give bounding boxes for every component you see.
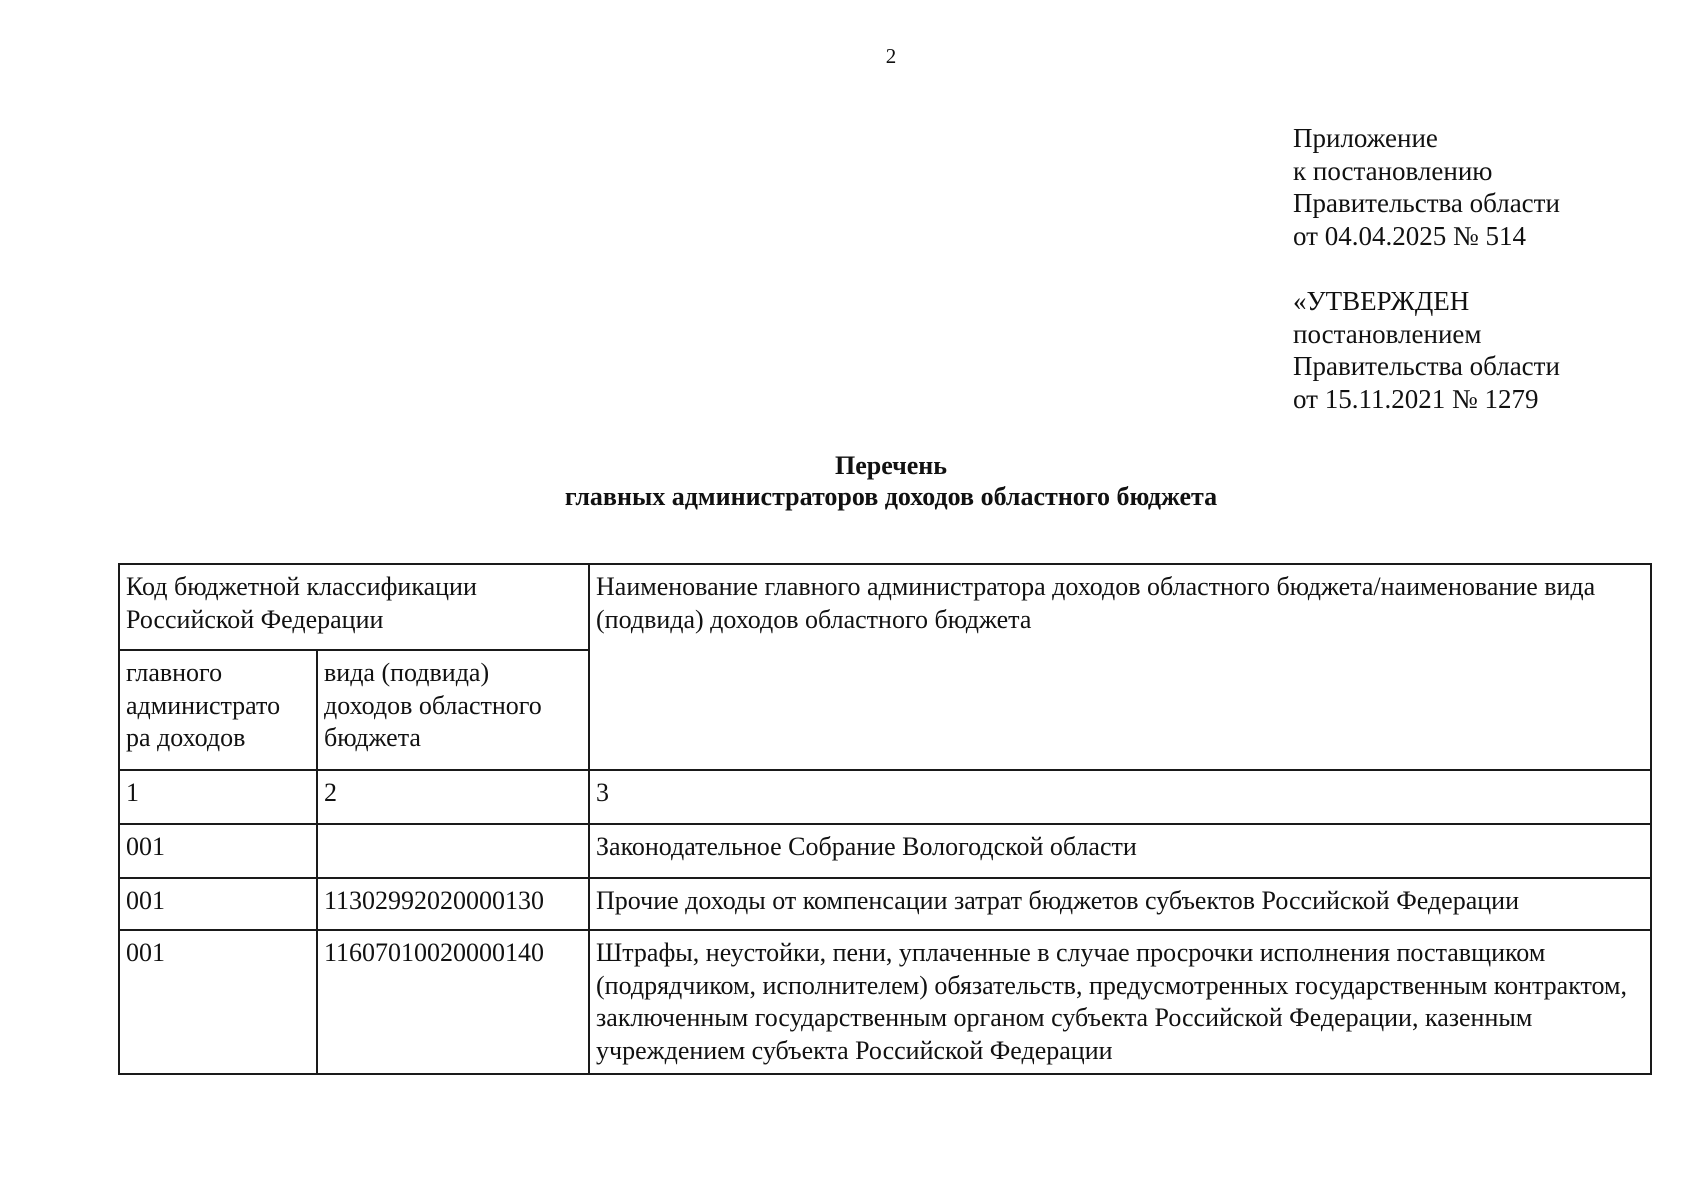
income-code-cell: [317, 824, 589, 878]
approved-line: постановлением: [1293, 318, 1482, 349]
admin-code-cell: 001: [119, 930, 317, 1074]
table-row: [119, 878, 1651, 930]
column-number: 2: [317, 770, 589, 824]
approved-line: «УТВЕРЖДЕН: [1293, 286, 1470, 316]
name-cell: Законодательное Собрание Вологодской области: [589, 824, 1651, 878]
document-title-line-2: главных администраторов доходов областного бюджета: [564, 482, 1218, 511]
header-code-group: Код бюджетной классификации Российской Федерации: [119, 564, 589, 650]
income-code-cell: 11607010020000140: [317, 930, 589, 1074]
appendix-line: к постановлению: [1293, 155, 1493, 186]
document-title-line-1: Перечень: [834, 451, 948, 480]
approved-block: [1293, 285, 1560, 415]
column-number: 3: [589, 770, 1651, 824]
table-row: [119, 930, 1651, 1074]
approved-line: Правительства области: [1293, 351, 1560, 381]
column-number: 1: [119, 770, 317, 824]
document-title: [0, 450, 1696, 512]
appendix-line: Приложение: [1293, 123, 1438, 153]
header-admin-column: главного администрато ра доходов: [119, 650, 317, 770]
admin-code-cell: 001: [119, 824, 317, 878]
name-cell: Штрафы, неустойки, пени, уплаченные в случае просрочки исполнения поставщиком (подрядчиком, исполнителем) обязательств, предусмотренных государственным контрактом, заключенным государственным органом субъекта Российской Федерации, казенным учреждением субъекта Российской Федерации: [589, 930, 1651, 1074]
header-type-column: вида (подвида) доходов областного бюджета: [317, 650, 589, 770]
name-cell: Прочие доходы от компенсации затрат бюджетов субъектов Российской Федерации: [589, 878, 1651, 930]
table-row: [119, 824, 1651, 878]
revenue-administrators-table: [118, 563, 1652, 1075]
appendix-line: от 04.04.2025 № 514: [1293, 220, 1526, 251]
income-code-cell: 11302992020000130: [317, 878, 589, 930]
table-header-row: [119, 564, 1651, 650]
admin-code-cell: 001: [119, 878, 317, 930]
page-number: 2: [885, 44, 897, 68]
appendix-block: [1293, 122, 1560, 252]
approved-line: от 15.11.2021 № 1279: [1293, 383, 1539, 414]
header-name-column: Наименование главного администратора доходов областного бюджета/наименование вида (подвида) доходов областного бюджета: [589, 564, 1651, 770]
column-numbers-row: [119, 770, 1651, 824]
appendix-line: Правительства области: [1293, 188, 1560, 218]
